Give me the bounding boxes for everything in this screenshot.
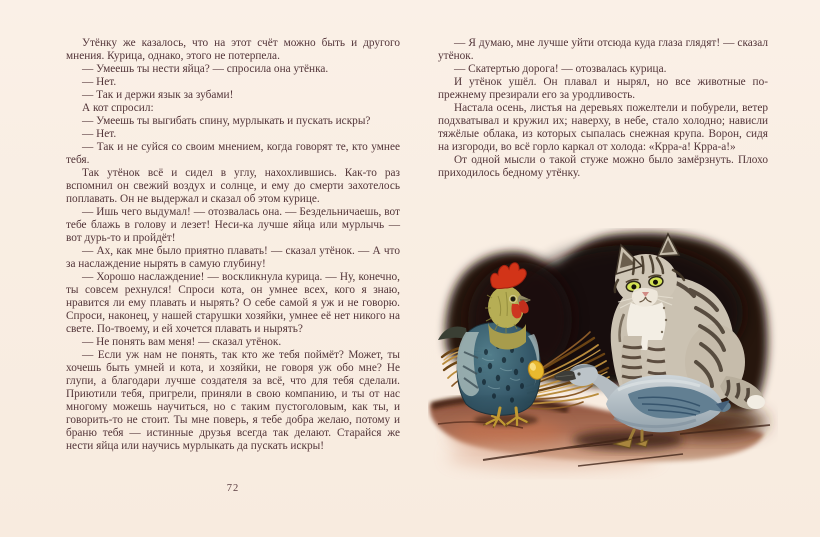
paragraph: От одной мысли о такой стуже можно было замёрзнуть. Плохо приходилось бедному утёнку. [438,154,768,179]
left-page-text [66,37,400,453]
paragraph: — Не понять вам меня! — сказал утёнок. [82,336,282,348]
paragraph: Так утёнок всё и сидел в углу, нахохлившись. Как-то раз вспомнил он свежий воздух и солнце, и ему до смерти захотелось поплавать. Он не выдержал и сказал об этом курице. [66,167,400,205]
paragraph: — Скатертью дорога! — отозвалась курица. [454,63,667,75]
paragraph: А кот спросил: [82,102,154,114]
paragraph: — Умеешь ты выгибать спину, мурлыкать и пускать искры? [82,115,371,127]
paragraph: — Так и держи язык за зубами! [82,89,234,101]
paragraph: — Так и не суйся со своим мнением, когда говорят те, кто умнее тебя. [66,141,400,166]
paragraph: И утёнок ушёл. Он плавал и нырял, но все животные по-прежнему презирали его за уродливость. [438,76,768,101]
page-number: 72 [226,483,240,494]
paragraph: — Нет. [82,128,117,140]
paragraph: Настала осень, листья на деревьях пожелтели и побурели, ветер подхватывал и кружил их; наверху, в небе, стало холодно; нависли тяжёлые облака, из которых сыпалась снежная крупа. Ворон, сидя на изгороди, во всё горло каркал от холода: «Крра-а! Крра-а!» [438,102,768,153]
paragraph: Утёнку же казалось, что на этот счёт можно быть и другого мнения. Курица, однако, этого не потерпела. [66,37,400,62]
paragraph: — Нет. [82,76,117,88]
paragraph: — Хорошо наслаждение! — воскликнула курица. — Ну, конечно, ты совсем рехнулся! Спроси кота, он умнее всех, кого я знаю, нравится ли ему плавать и нырять? О себе самой я уж и не говорю. Спроси, наконец, у нашей старушки хозяйки, умнее её нет никого на свете. По-твоему, и ей хочется плавать и нырять? [66,271,400,335]
story-illustration [428,228,778,483]
paragraph: — Умеешь ты нести яйца? — спросила она утёнка. [82,63,329,75]
paragraph: — Если уж нам не понять, так кто же тебя поймёт? Может, ты хочешь быть умней и кота, и хозяйки, не говоря уж обо мне? Не глупи, а благодари лучше создателя за всё, что для тебя сделали. Приютили тебя, пригрели, приняли в свою компанию, и ты от нас многому можешь научиться, но с таким пустоголовым, как ты, и говорить-то не стоит. Ты мне поверь, я тебе добра желаю, потому и браню тебя — истинные друзья всегда так делают. Старайся же нести яйца или научись мурлыкать да пускать искры! [66,349,400,452]
paragraph: — Я думаю, мне лучше уйти отсюда куда глаза глядят! — сказал утёнок. [438,37,768,62]
paragraph: — Ишь чего выдумал! — отозвалась она. — Бездельничаешь, вот тебе блажь в голову и лезет! Неси-ка лучше яйца или мурлычь — вот дурь-то и пройдёт! [66,206,400,244]
right-page-text [438,37,768,180]
paragraph: — Ах, как мне было приятно плавать! — сказал утёнок. — А что за наслаждение нырять в самую глубину! [66,245,400,270]
